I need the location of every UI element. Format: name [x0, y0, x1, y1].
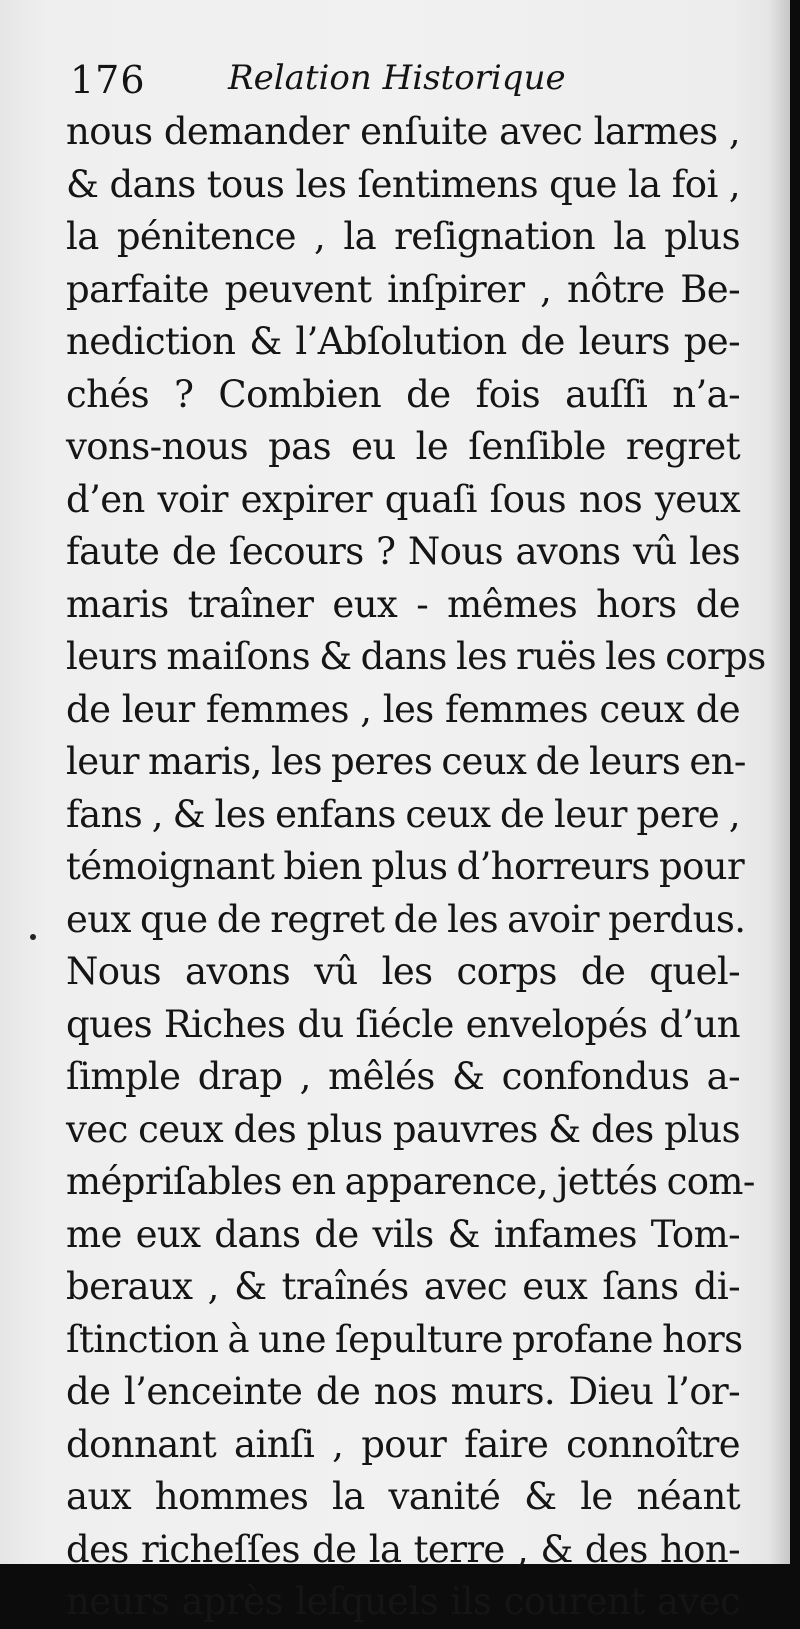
text-line: vons-nous pas eu le ſenſible regret: [66, 425, 740, 468]
text-line: ſtinction à une ſepulture profane hors: [66, 1317, 743, 1361]
running-title: Relation Historique: [228, 58, 566, 98]
text-line: des richeſſes de la terre , & des hon-: [66, 1527, 740, 1571]
text-line: ques Riches du ſiécle envelopés d’un: [66, 1002, 740, 1046]
text-line: d’en voir expirer quaſi ſous nos yeux: [66, 477, 740, 521]
running-head: [70, 52, 730, 108]
text-line: de l’enceinte de nos murs. Dieu l’or-: [66, 1370, 740, 1413]
text-line: témoignant bien plus d’horreurs pour: [66, 845, 745, 888]
text-line: leur maris, les peres ceux de leurs en-: [66, 740, 746, 783]
text-line: fans , & les enfans ceux de leur pere ,: [66, 792, 740, 836]
text-line: eux que de regret de les avoir perdus.: [66, 897, 746, 941]
text-line: beraux , & traînés avec eux ſans di-: [66, 1265, 740, 1308]
text-line: faute de ſecours ? Nous avons vû les: [66, 530, 740, 573]
text-line: me eux dans de vils & infames Tom-: [66, 1212, 740, 1256]
text-line: neurs après leſquels ils courent avec: [66, 1580, 740, 1623]
text-line: maris traîner eux - mêmes hors de: [66, 582, 740, 626]
margin-dot: [30, 934, 36, 940]
text-line: nous demander enſuite avec larmes ,: [66, 110, 740, 153]
text-line: la pénitence , la reſignation la plus: [66, 215, 740, 258]
text-line: mépriſables en apparence, jettés com-: [66, 1160, 755, 1203]
text-line: leurs maiſons & dans les ruës les corps: [66, 635, 766, 678]
text-line: nediction & l’Abſolution de leurs pe-: [66, 320, 740, 363]
text-line: donnant ainſi , pour faire connoître: [66, 1422, 740, 1466]
text-line: ſimple drap , mêlés & confondus a-: [66, 1055, 740, 1098]
page-number: 176: [70, 58, 146, 102]
text-line: vec ceux des plus pauvres & des plus: [66, 1107, 740, 1151]
body-text: [66, 106, 766, 1629]
text-line: chés ? Combien de fois auſſi n’a-: [66, 372, 740, 416]
text-line: Nous avons vû les corps de quel-: [66, 950, 740, 993]
text-line: aux hommes la vanité & le néant: [66, 1475, 740, 1518]
text-line: parfaite peuvent inſpirer , nôtre Be-: [66, 267, 740, 311]
text-line: & dans tous les ſentimens que la foi ,: [66, 162, 740, 206]
text-line: de leur femmes , les femmes ceux de: [66, 687, 740, 731]
